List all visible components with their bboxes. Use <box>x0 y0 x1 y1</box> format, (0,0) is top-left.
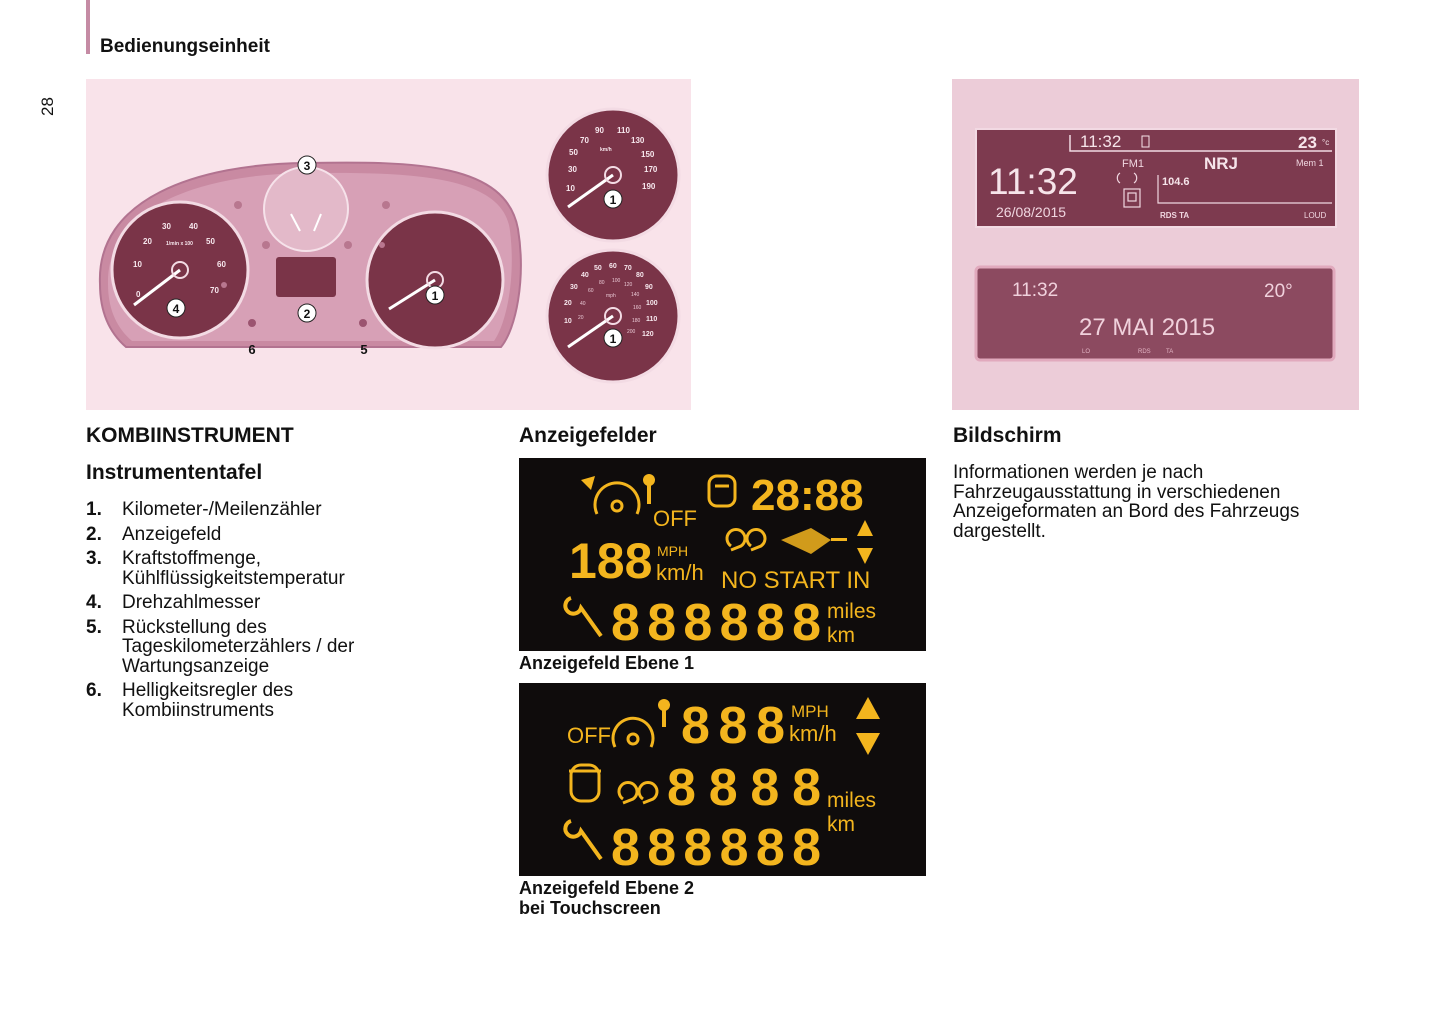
screen-a-band: FM1 <box>1122 158 1144 170</box>
svg-text:40: 40 <box>581 272 589 279</box>
list-item: 6. Helligkeitsregler des Kombiinstruments <box>86 680 294 721</box>
screen-a-clock: 11:32 <box>988 161 1078 202</box>
svg-text:1: 1 <box>431 289 439 303</box>
svg-text:200: 200 <box>627 329 636 335</box>
arrow-down-icon <box>856 733 880 755</box>
svg-text:10: 10 <box>564 318 572 325</box>
lcd1-speed: 188 <box>569 533 653 589</box>
screen-b-time: 11:32 <box>1012 280 1059 301</box>
list-item: 2. Anzeigefeld <box>86 523 222 545</box>
svg-text:190: 190 <box>642 182 656 191</box>
svg-text:50: 50 <box>206 237 215 246</box>
svg-text:km/h: km/h <box>600 147 612 153</box>
brightness-knob <box>248 319 256 327</box>
lcd1-time: 28:88 <box>751 471 864 520</box>
svg-text:70: 70 <box>210 286 219 295</box>
callout-6: 6 <box>248 342 256 357</box>
svg-text:100: 100 <box>612 278 621 284</box>
lcd-panel-level-2 <box>519 683 926 876</box>
arrow-up-icon <box>856 697 880 719</box>
svg-text:0: 0 <box>136 290 141 299</box>
callout-2 <box>298 304 316 322</box>
svg-text:90: 90 <box>595 126 604 135</box>
svg-text:60: 60 <box>609 263 617 270</box>
screens-drawing <box>952 79 1359 410</box>
svg-text:80: 80 <box>599 280 605 286</box>
trip-reset-knob <box>359 319 367 327</box>
svg-text:70: 70 <box>624 265 632 272</box>
lcd2-caption <box>519 878 694 918</box>
svg-text:60: 60 <box>588 288 594 294</box>
lcd1-km: km <box>827 624 855 647</box>
svg-text:170: 170 <box>644 165 658 174</box>
lcd2-mph: MPH <box>791 702 829 721</box>
lcd1-drawing <box>519 458 926 651</box>
list-item: 1. Kilometer-/Meilenzähler <box>86 499 322 520</box>
svg-text:110: 110 <box>617 126 630 135</box>
callout-1-main <box>426 286 444 304</box>
screen-b-temp: 20° <box>1264 281 1293 302</box>
svg-text:30: 30 <box>568 165 577 174</box>
limiter-arrow-icon <box>581 476 595 490</box>
svg-text:150: 150 <box>641 150 655 159</box>
lcd-panel-level-1 <box>519 458 926 651</box>
dashboard-subheading: Instrumententafel <box>86 461 263 484</box>
wrench-icon <box>565 598 601 636</box>
preheat-icon <box>727 530 765 550</box>
screen-a-temp-unit: °c <box>1322 138 1330 147</box>
particle-filter-icon <box>781 528 847 554</box>
service-icon <box>709 476 735 506</box>
svg-text:30: 30 <box>162 222 171 231</box>
screen-a-date: 26/08/2015 <box>996 204 1067 220</box>
lcd2-miles: miles <box>827 789 877 812</box>
speed-limiter-icon <box>595 483 639 514</box>
svg-text:3: 3 <box>303 159 311 173</box>
list-item: 4. Drehzahlmesser <box>86 592 261 613</box>
lcd2-km: km <box>827 813 855 836</box>
svg-text:90: 90 <box>645 284 653 291</box>
callout-1-mph <box>604 329 622 347</box>
lcd1-odometer: 888888 <box>611 594 821 651</box>
callout-1-kmh <box>604 190 622 208</box>
component-list <box>86 500 486 725</box>
screen-a-mem: Mem 1 <box>1296 158 1324 168</box>
lcd1-no-start: NO START IN <box>721 567 871 594</box>
svg-text:1: 1 <box>609 193 617 207</box>
svg-text:100: 100 <box>646 300 658 307</box>
svg-text:60: 60 <box>217 260 226 269</box>
screen-b-ta: TA <box>1166 349 1174 355</box>
svg-text:2: 2 <box>303 307 311 321</box>
callout-3 <box>298 156 316 174</box>
svg-text:40: 40 <box>189 222 198 231</box>
callout-5: 5 <box>360 342 368 357</box>
screen-illustration <box>952 79 1359 410</box>
screen-a-time-top: 11:32 <box>1080 132 1122 151</box>
lcd1-mph: MPH <box>657 543 689 559</box>
svg-text:10: 10 <box>566 184 575 193</box>
svg-text:120: 120 <box>624 282 633 288</box>
screen-b-lo: LO <box>1082 349 1091 355</box>
arrow-down-icon <box>857 548 873 564</box>
screen-a-rds: RDS TA <box>1160 211 1190 220</box>
list-item: 3. Kraftstoffmenge, Kühlflüssigkeitstemperatur <box>86 548 345 589</box>
svg-text:80: 80 <box>636 272 644 279</box>
svg-text:70: 70 <box>580 136 589 145</box>
wrench-icon <box>565 821 601 859</box>
svg-text:30: 30 <box>570 284 578 291</box>
svg-text:20: 20 <box>578 315 584 321</box>
screen-description: Informationen werden je nach Fahrzeugausstattung in verschiedenen Anzeigeformaten an Bord des Fahrzeugs dargestellt. <box>953 462 1300 542</box>
svg-text:mph: mph <box>606 293 616 299</box>
callout-4 <box>167 299 185 317</box>
screen-a-loud: LOUD <box>1304 211 1327 220</box>
lcd1-miles: miles <box>827 600 877 623</box>
lcd2-caption-line1: Anzeigefeld Ebene 2 <box>519 878 695 898</box>
svg-text:20: 20 <box>143 237 152 246</box>
cruise-lamp-icon <box>658 699 670 727</box>
section-title: Bedienungseinheit <box>100 36 270 57</box>
centre-display <box>276 257 336 297</box>
svg-text:1: 1 <box>609 332 617 346</box>
header-rule <box>86 0 90 54</box>
fuel-temp-gauge <box>264 167 348 251</box>
svg-text:110: 110 <box>646 316 658 323</box>
svg-text:130: 130 <box>631 136 645 145</box>
service-icon <box>569 765 601 801</box>
screen-b-rds: RDS <box>1138 349 1151 355</box>
svg-text:4: 4 <box>172 302 180 316</box>
list-item: 5. Rückstellung des Tageskilometerzählers / der Wartungsanzeige <box>86 616 355 677</box>
svg-text:20: 20 <box>564 300 572 307</box>
lcd2-kmh: km/h <box>789 721 837 746</box>
displays-heading: Anzeigefelder <box>519 424 657 447</box>
lcd1-off: OFF <box>653 506 697 531</box>
svg-text:120: 120 <box>642 331 654 338</box>
svg-text:10: 10 <box>133 260 142 269</box>
svg-text:160: 160 <box>633 305 642 311</box>
svg-text:1/min x 100: 1/min x 100 <box>166 241 193 247</box>
screen-heading: Bildschirm <box>953 424 1062 447</box>
page-number: 28 <box>38 97 57 116</box>
cluster-drawing <box>86 79 691 410</box>
lcd2-mid-counter: 8888 <box>667 759 821 817</box>
svg-text:50: 50 <box>569 148 578 157</box>
arrow-up-icon <box>857 520 873 536</box>
screen-a-station: NRJ <box>1204 154 1239 173</box>
cruise-lamp-icon <box>643 474 655 504</box>
speed-limiter-icon <box>613 718 653 747</box>
preheat-icon <box>619 783 657 803</box>
cluster-heading: KOMBIINSTRUMENT <box>86 424 294 447</box>
lcd2-speed: 888 <box>681 697 785 755</box>
lcd1-caption: Anzeigefeld Ebene 1 <box>519 653 695 673</box>
lcd2-caption-line2: bei Touchscreen <box>519 898 661 918</box>
svg-text:50: 50 <box>594 265 602 272</box>
svg-text:140: 140 <box>631 292 640 298</box>
screen-a-freq: 104.6 <box>1162 176 1190 188</box>
svg-text:180: 180 <box>632 318 641 324</box>
screen-b-date: 27 MAI 2015 <box>1079 314 1216 341</box>
lcd1-kmh: km/h <box>656 560 704 585</box>
lcd2-odometer: 888888 <box>611 819 821 876</box>
lcd2-drawing <box>519 683 926 876</box>
screen-a-temp: 23 <box>1298 133 1317 152</box>
svg-text:40: 40 <box>580 301 586 307</box>
cluster-illustration <box>86 79 691 410</box>
lcd2-off: OFF <box>567 723 611 748</box>
